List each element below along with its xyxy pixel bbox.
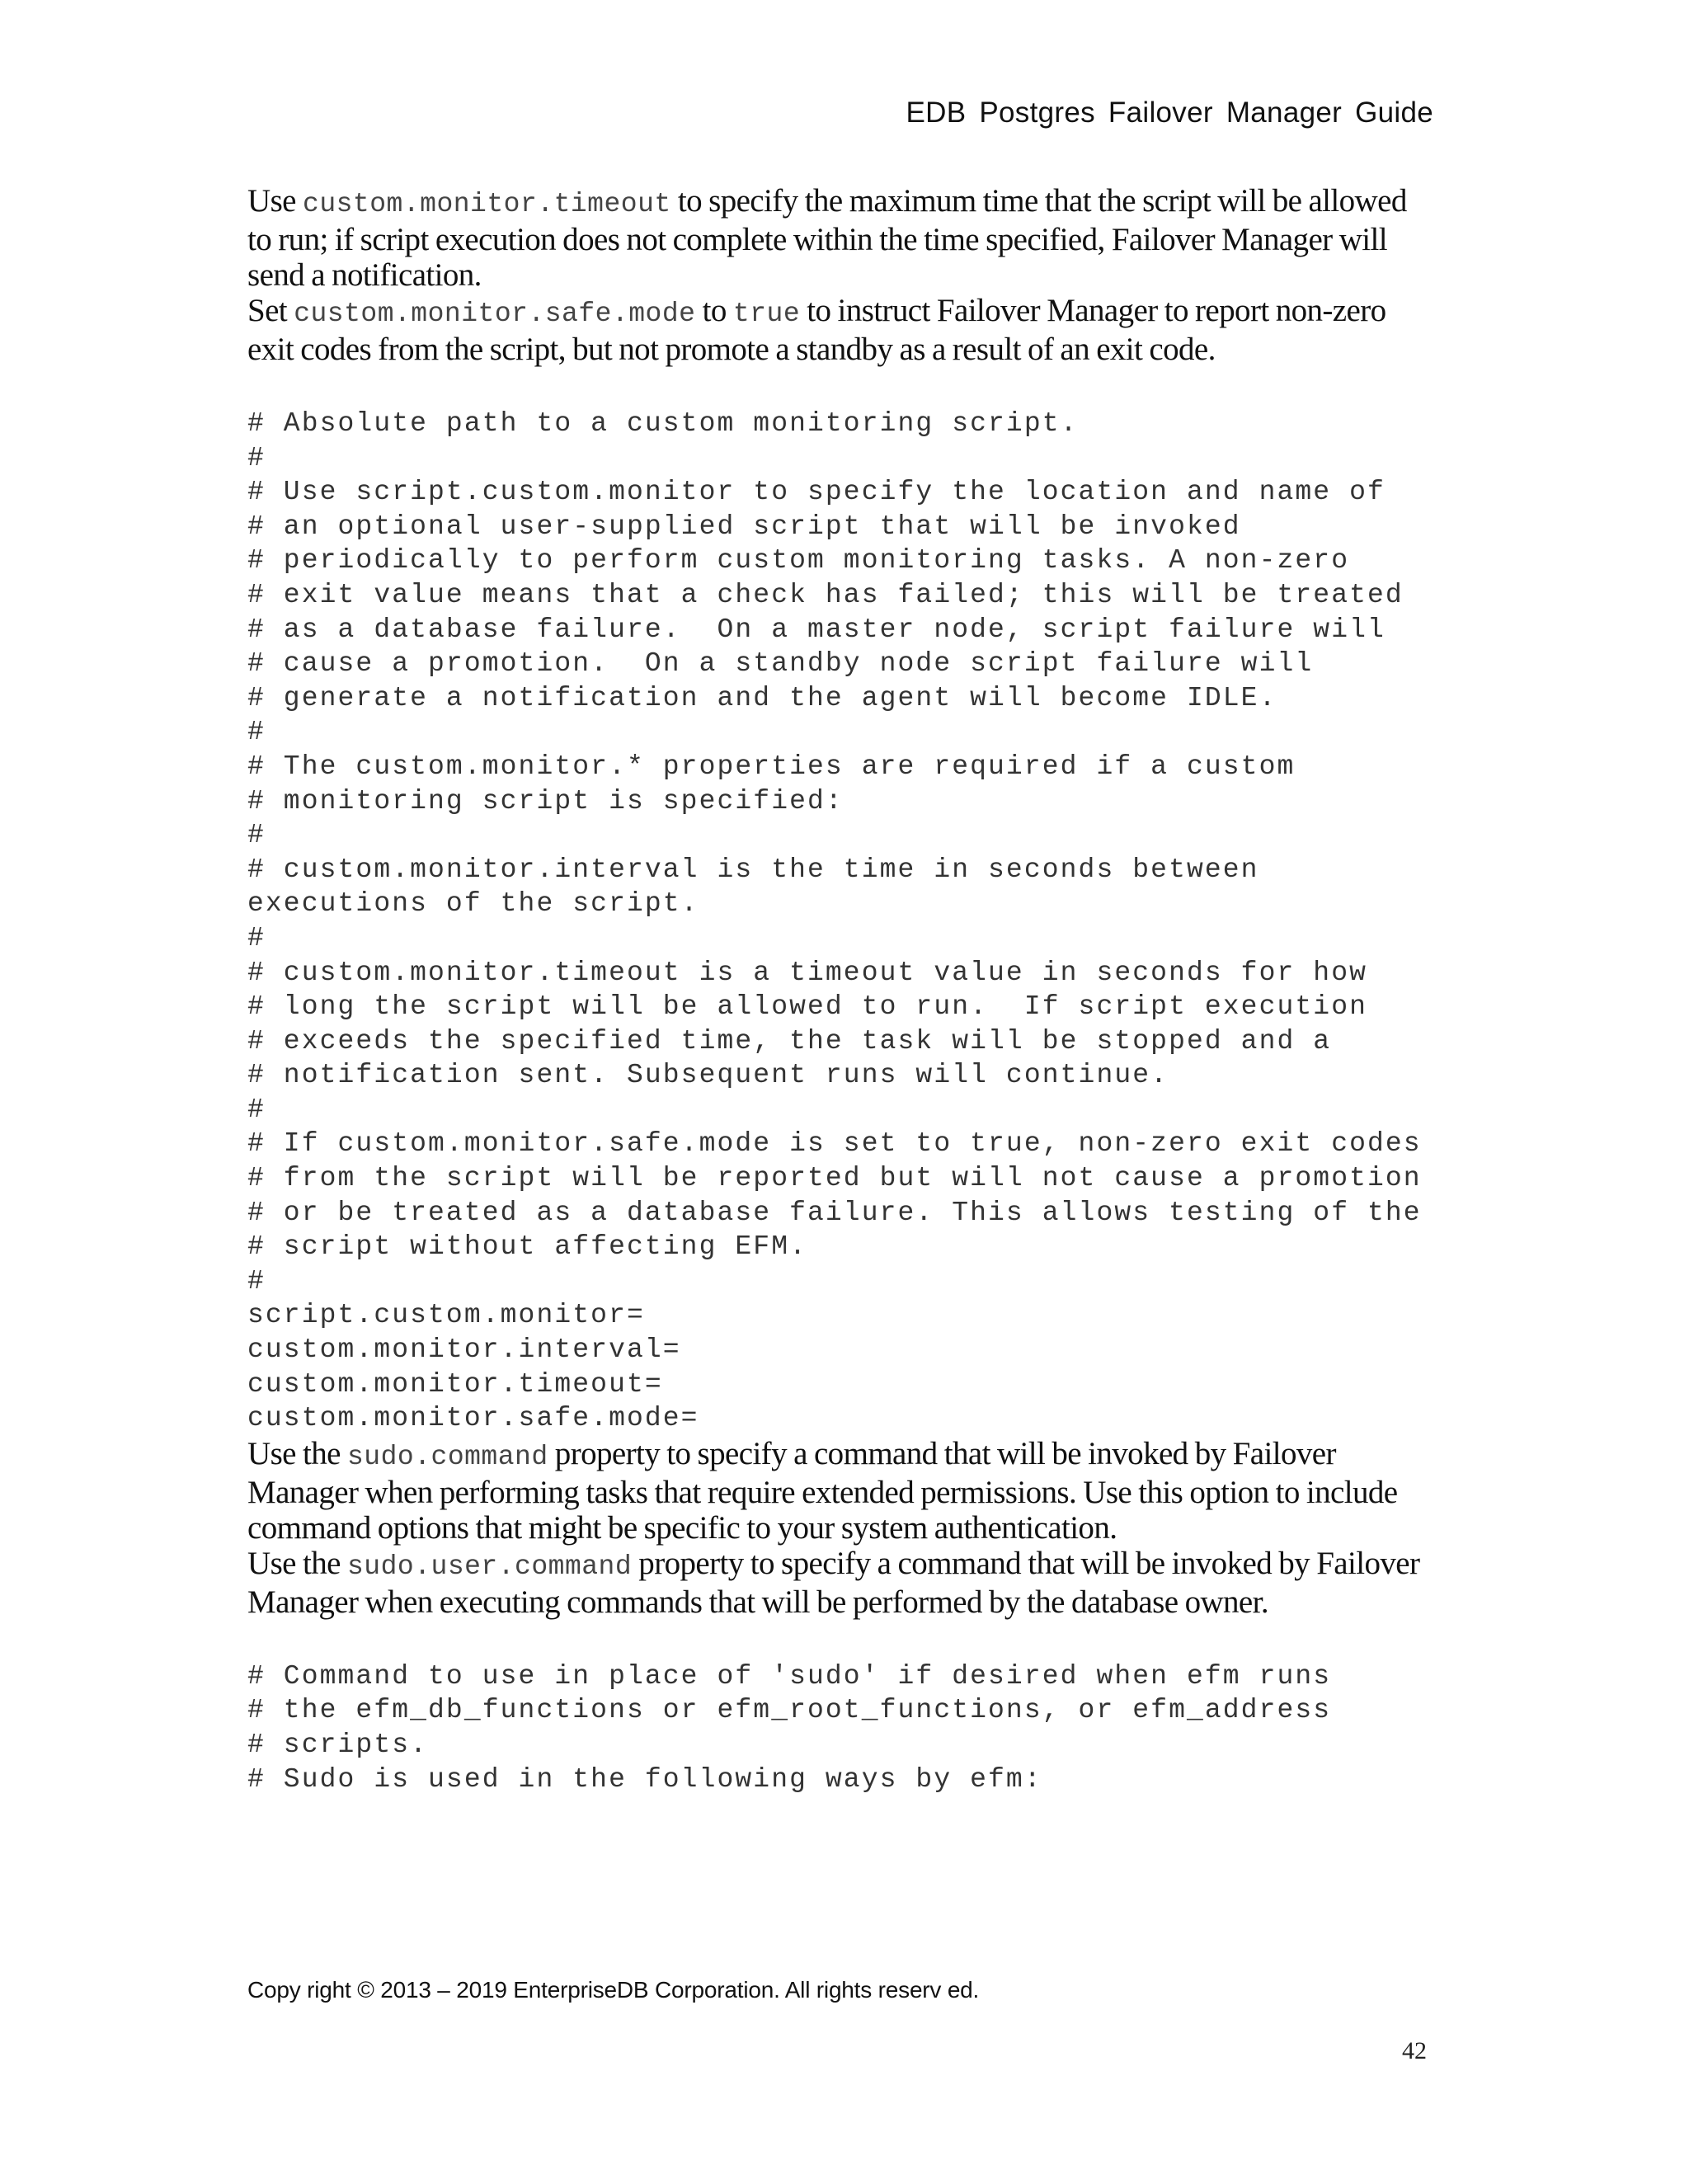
code-line: # the efm_db_functions or efm_root_functions, or efm_address — [247, 1695, 1332, 1726]
code-line: executions of the script. — [247, 888, 699, 920]
code-line: # — [247, 922, 266, 953]
paragraph-sudo-user-command — [247, 1546, 1435, 1620]
paragraph-text: Use the — [247, 1435, 347, 1471]
paragraph-text: property to specify a command that will be invoked by Failover Manager when executing commands that will be performed by the database owner. — [247, 1545, 1420, 1620]
code-line: custom.monitor.timeout= — [247, 1368, 663, 1400]
code-line: # monitoring script is specified: — [247, 785, 844, 817]
inline-code: true — [732, 299, 801, 329]
code-line: # custom.monitor.timeout is a timeout value in seconds for how — [247, 957, 1367, 988]
code-block-custom-monitor — [247, 407, 1435, 1436]
paragraph-text: to specify the maximum time that the script will be allowed to run; if script execution does not complete within the time specified, Failover Manager will send a notification. — [247, 183, 1407, 293]
code-line: # notification sent. Subsequent runs will continue. — [247, 1060, 1169, 1091]
paragraph-text: Use — [247, 183, 303, 219]
code-line: # — [247, 1265, 266, 1297]
code-line: # or be treated as a database failure. This allows testing of the — [247, 1197, 1422, 1228]
paragraph-custom-monitor-timeout — [247, 183, 1435, 293]
paragraph-text: Set — [247, 293, 294, 328]
paragraph-custom-monitor-safe-mode — [247, 293, 1435, 367]
code-block-sudo — [247, 1659, 1435, 1796]
paragraph-text: to instruct Failover Manager to report non-zero exit codes from the script, but not promote a standby as a result of an exit code. — [247, 293, 1386, 367]
code-line: # periodically to perform custom monitoring tasks. A non-zero — [247, 545, 1350, 577]
paragraph-text: to — [695, 293, 733, 328]
code-line: # Use script.custom.monitor to specify the location and name of — [247, 477, 1386, 508]
code-line: # exceeds the specified time, the task will be stopped and a — [247, 1025, 1332, 1057]
code-line: # If custom.monitor.safe.mode is set to true, non-zero exit codes — [247, 1128, 1422, 1160]
footer-copyright: Copy right © 2013 – 2019 EnterpriseDB Corporation. All rights reserv ed. — [247, 1977, 980, 2003]
code-line: # Command to use in place of 'sudo' if desired when efm runs — [247, 1660, 1332, 1692]
code-line: # — [247, 820, 266, 851]
code-line: # cause a promotion. On a standby node script failure will — [247, 648, 1314, 680]
code-line: # exit value means that a check has failed; this will be treated — [247, 579, 1404, 610]
code-line: # The custom.monitor.* properties are required if a custom — [247, 751, 1296, 782]
code-line: script.custom.monitor= — [247, 1300, 645, 1331]
code-line: # script without affecting EFM. — [247, 1231, 807, 1263]
code-line: # scripts. — [247, 1730, 429, 1760]
paragraph-text: property to specify a command that will be invoked by Failover Manager when performing tasks that require extended permissions. Use this option to include command options that might be specific to your system authentication. — [247, 1435, 1398, 1546]
code-line: # — [247, 442, 266, 473]
code-line: # custom.monitor.interval is the time in seconds between — [247, 854, 1259, 885]
paragraph-text: Use the — [247, 1545, 347, 1581]
page-header-title: EDB Postgres Failover Manager Guide — [906, 96, 1433, 129]
paragraph-sudo-command — [247, 1436, 1435, 1546]
code-line: # as a database failure. On a master node, script failure will — [247, 614, 1386, 645]
inline-code: sudo.user.command — [347, 1551, 633, 1582]
code-line: custom.monitor.interval= — [247, 1334, 681, 1366]
code-line: # an optional user-supplied script that will be invoked — [247, 511, 1241, 542]
page-content — [247, 183, 1435, 1796]
code-line: # Sudo is used in the following ways by efm: — [247, 1763, 1042, 1795]
code-line: # Absolute path to a custom monitoring script. — [247, 408, 1079, 439]
page-number: 42 — [1402, 2037, 1427, 2064]
code-line: # — [247, 717, 266, 748]
code-line: # — [247, 1094, 266, 1125]
code-line: # from the script will be reported but will not cause a promotion — [247, 1163, 1422, 1194]
inline-code: custom.monitor.safe.mode — [294, 299, 696, 329]
code-line: # long the script will be allowed to run. If script execution — [247, 991, 1367, 1023]
code-line: custom.monitor.safe.mode= — [247, 1403, 699, 1434]
inline-code: custom.monitor.timeout — [303, 189, 671, 219]
code-line: # generate a notification and the agent will become IDLE. — [247, 682, 1277, 713]
inline-code: sudo.command — [347, 1441, 548, 1472]
